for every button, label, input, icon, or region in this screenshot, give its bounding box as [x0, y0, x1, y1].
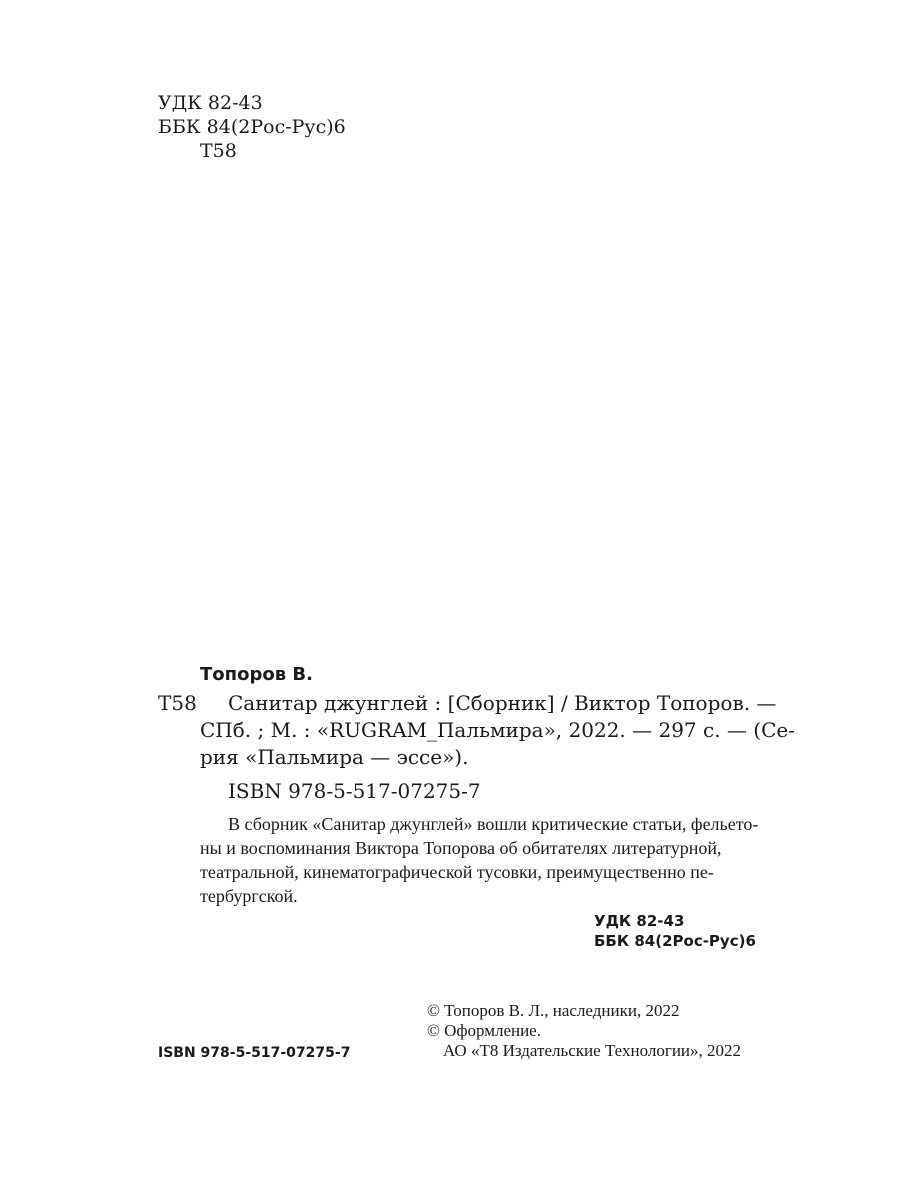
entry-author-sign: Т58 — [158, 691, 197, 715]
copyright-publisher: АО «Т8 Издательские Технологии», 2022 — [443, 1041, 742, 1060]
udk-code-bottom: УДК 82-43 — [594, 912, 685, 930]
annotation-line-2: ны и воспоминания Виктора Топорова об обитателях литературной, — [200, 838, 722, 858]
isbn-footer: ISBN 978-5-517-07275-7 — [158, 1045, 351, 1061]
description-line-3: рия «Пальмира — эссе»). — [200, 745, 469, 769]
description-line-2: СПб. ; М. : «RUGRAM_Пальмира», 2022. — 297 с. — (Се- — [200, 718, 795, 742]
annotation-line-4: тербургской. — [200, 886, 298, 906]
author-name: Топоров В. — [200, 664, 313, 685]
author-sign: Т58 — [200, 140, 237, 162]
annotation-line-3: театральной, кинематографической тусовки, преимущественно пе- — [200, 862, 714, 882]
udk-code: УДК 82-43 — [158, 92, 263, 114]
annotation-line-1: В сборник «Санитар джунглей» вошли критические статьи, фельето- — [228, 814, 759, 834]
isbn-entry: ISBN 978-5-517-07275-7 — [228, 779, 481, 803]
copyright-design: © Оформление. — [427, 1021, 541, 1040]
description-line-1: Санитар джунглей : [Сборник] / Виктор Топоров. — — [228, 691, 777, 715]
bbk-code-bottom: ББК 84(2Рос-Рус)6 — [594, 932, 756, 950]
bbk-code: ББК 84(2Рос-Рус)6 — [158, 116, 346, 138]
copyright-author: © Топоров В. Л., наследники, 2022 — [427, 1001, 680, 1020]
